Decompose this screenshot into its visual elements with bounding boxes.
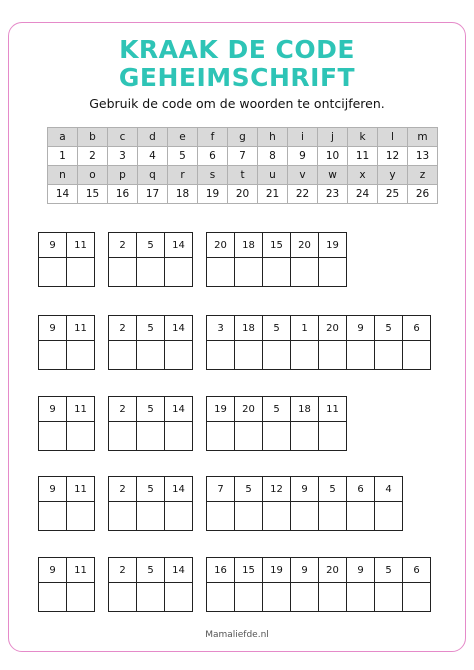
code-number-cell: 14 [165, 477, 193, 502]
answer-box[interactable] [319, 583, 347, 612]
key-number-cell: 19 [198, 185, 228, 204]
answer-box[interactable] [207, 341, 235, 370]
code-number-cell: 6 [403, 558, 431, 583]
key-letter-cell: a [48, 128, 78, 147]
code-number-cell: 20 [207, 233, 235, 258]
key-letter-cell: y [378, 166, 408, 185]
key-number-cell: 20 [228, 185, 258, 204]
code-number-cell: 16 [207, 558, 235, 583]
code-number-cell: 20 [291, 233, 319, 258]
code-number-cell: 14 [165, 558, 193, 583]
code-number-cell: 14 [165, 233, 193, 258]
code-number-cell: 5 [235, 477, 263, 502]
code-number-cell: 9 [39, 397, 67, 422]
key-letter-cell: l [378, 128, 408, 147]
answer-box[interactable] [291, 341, 319, 370]
answer-box[interactable] [291, 422, 319, 451]
answer-box[interactable] [319, 341, 347, 370]
key-letter-cell: t [228, 166, 258, 185]
key-letter-cell: e [168, 128, 198, 147]
answer-box[interactable] [403, 341, 431, 370]
answer-box[interactable] [67, 258, 95, 287]
code-number-cell: 11 [67, 233, 95, 258]
answer-box[interactable] [67, 502, 95, 531]
code-number-cell: 5 [137, 477, 165, 502]
key-number-cell: 2 [78, 147, 108, 166]
answer-box[interactable] [263, 341, 291, 370]
code-number-cell: 5 [137, 397, 165, 422]
key-number-cell: 16 [108, 185, 138, 204]
code-number-cell: 9 [291, 477, 319, 502]
key-letter-cell: s [198, 166, 228, 185]
answer-box[interactable] [291, 583, 319, 612]
answer-box[interactable] [347, 583, 375, 612]
puzzle-word-1-3 [206, 232, 347, 287]
answer-box[interactable] [137, 502, 165, 531]
answer-box[interactable] [375, 341, 403, 370]
code-number-cell: 18 [291, 397, 319, 422]
answer-box[interactable] [137, 583, 165, 612]
answer-box[interactable] [109, 583, 137, 612]
puzzle-word-2-3 [206, 315, 431, 370]
answer-box[interactable] [137, 341, 165, 370]
key-letter-cell: b [78, 128, 108, 147]
key-letter-cell: z [408, 166, 438, 185]
code-number-cell: 5 [137, 558, 165, 583]
code-number-cell: 11 [67, 558, 95, 583]
code-number-cell: 7 [207, 477, 235, 502]
answer-box[interactable] [39, 258, 67, 287]
puzzle-word-1-1 [38, 232, 95, 287]
code-number-cell: 20 [319, 316, 347, 341]
code-number-cell: 18 [235, 316, 263, 341]
answer-box[interactable] [319, 502, 347, 531]
key-number-cell: 13 [408, 147, 438, 166]
key-letter-cell: o [78, 166, 108, 185]
answer-box[interactable] [39, 502, 67, 531]
code-number-cell: 14 [165, 316, 193, 341]
answer-box[interactable] [235, 258, 263, 287]
key-number-cell: 7 [228, 147, 258, 166]
title-line-1: KRAAK DE CODE [119, 35, 355, 64]
key-number-cell: 12 [378, 147, 408, 166]
code-number-cell: 5 [375, 558, 403, 583]
key-number-cell: 26 [408, 185, 438, 204]
key-number-cell: 1 [48, 147, 78, 166]
key-number-cell: 17 [138, 185, 168, 204]
answer-box[interactable] [165, 583, 193, 612]
title-line-2: GEHEIMSCHRIFT [118, 63, 356, 92]
answer-box[interactable] [375, 502, 403, 531]
code-number-cell: 9 [39, 233, 67, 258]
key-number-cell: 9 [288, 147, 318, 166]
answer-box[interactable] [263, 422, 291, 451]
code-number-cell: 2 [109, 477, 137, 502]
answer-box[interactable] [375, 583, 403, 612]
code-number-cell: 6 [403, 316, 431, 341]
answer-box[interactable] [347, 341, 375, 370]
puzzle-word-5-3 [206, 557, 431, 612]
code-number-cell: 11 [67, 316, 95, 341]
code-key-table [47, 127, 438, 204]
key-letter-cell: u [258, 166, 288, 185]
puzzle-word-5-1 [38, 557, 95, 612]
code-number-cell: 15 [263, 233, 291, 258]
code-number-cell: 5 [137, 233, 165, 258]
answer-box[interactable] [67, 422, 95, 451]
answer-box[interactable] [235, 583, 263, 612]
code-number-cell: 4 [375, 477, 403, 502]
puzzle-word-3-3 [206, 396, 347, 451]
key-number-cell: 22 [288, 185, 318, 204]
key-number-cell: 25 [378, 185, 408, 204]
answer-box[interactable] [67, 341, 95, 370]
answer-box[interactable] [165, 341, 193, 370]
answer-box[interactable] [109, 502, 137, 531]
key-letter-cell: w [318, 166, 348, 185]
key-letter-cell: d [138, 128, 168, 147]
code-number-cell: 15 [235, 558, 263, 583]
code-number-cell: 2 [109, 233, 137, 258]
key-number-cell: 10 [318, 147, 348, 166]
code-number-cell: 9 [347, 558, 375, 583]
answer-box[interactable] [39, 341, 67, 370]
code-number-cell: 6 [347, 477, 375, 502]
key-number-cell: 6 [198, 147, 228, 166]
footer-credit: Mamaliefde.nl [205, 630, 269, 640]
key-letter-cell: j [318, 128, 348, 147]
answer-box[interactable] [235, 341, 263, 370]
code-number-cell: 2 [109, 558, 137, 583]
answer-box[interactable] [109, 258, 137, 287]
code-number-cell: 2 [109, 316, 137, 341]
code-number-cell: 9 [39, 477, 67, 502]
code-number-cell: 9 [291, 558, 319, 583]
answer-box[interactable] [347, 502, 375, 531]
key-letter-cell: h [258, 128, 288, 147]
code-number-cell: 5 [263, 316, 291, 341]
answer-box[interactable] [207, 422, 235, 451]
answer-box[interactable] [67, 583, 95, 612]
key-number-cell: 4 [138, 147, 168, 166]
code-number-cell: 11 [319, 397, 347, 422]
puzzle-word-3-2 [108, 396, 193, 451]
code-number-cell: 19 [263, 558, 291, 583]
answer-box[interactable] [109, 341, 137, 370]
key-number-cell: 11 [348, 147, 378, 166]
key-letter-cell: q [138, 166, 168, 185]
key-number-cell: 21 [258, 185, 288, 204]
puzzle-word-2-2 [108, 315, 193, 370]
key-letter-cell: m [408, 128, 438, 147]
answer-box[interactable] [137, 422, 165, 451]
code-number-cell: 20 [319, 558, 347, 583]
code-number-cell: 5 [319, 477, 347, 502]
key-number-cell: 5 [168, 147, 198, 166]
key-letter-cell: n [48, 166, 78, 185]
answer-box[interactable] [291, 258, 319, 287]
answer-box[interactable] [165, 502, 193, 531]
key-letter-cell: f [198, 128, 228, 147]
key-letter-cell: g [228, 128, 258, 147]
code-number-cell: 5 [137, 316, 165, 341]
puzzle-word-4-2 [108, 476, 193, 531]
key-letter-cell: k [348, 128, 378, 147]
answer-box[interactable] [403, 583, 431, 612]
code-number-cell: 9 [347, 316, 375, 341]
key-letter-cell: i [288, 128, 318, 147]
answer-box[interactable] [207, 502, 235, 531]
answer-box[interactable] [165, 258, 193, 287]
code-number-cell: 20 [235, 397, 263, 422]
answer-box[interactable] [165, 422, 193, 451]
answer-box[interactable] [235, 422, 263, 451]
answer-box[interactable] [291, 502, 319, 531]
key-letter-cell: v [288, 166, 318, 185]
code-number-cell: 18 [235, 233, 263, 258]
code-number-cell: 5 [375, 316, 403, 341]
puzzle-word-1-2 [108, 232, 193, 287]
answer-box[interactable] [263, 502, 291, 531]
code-number-cell: 9 [39, 316, 67, 341]
answer-box[interactable] [235, 502, 263, 531]
code-number-cell: 5 [263, 397, 291, 422]
key-letter-cell: p [108, 166, 138, 185]
key-letter-cell: x [348, 166, 378, 185]
answer-box[interactable] [137, 258, 165, 287]
key-number-cell: 18 [168, 185, 198, 204]
code-number-cell: 2 [109, 397, 137, 422]
key-number-cell: 14 [48, 185, 78, 204]
code-number-cell: 12 [263, 477, 291, 502]
answer-box[interactable] [39, 583, 67, 612]
code-number-cell: 3 [207, 316, 235, 341]
answer-box[interactable] [39, 422, 67, 451]
answer-box[interactable] [207, 583, 235, 612]
key-number-cell: 8 [258, 147, 288, 166]
answer-box[interactable] [263, 583, 291, 612]
instruction-text: Gebruik de code om de woorden te ontcijferen. [89, 96, 385, 111]
key-number-cell: 3 [108, 147, 138, 166]
puzzle-word-2-1 [38, 315, 95, 370]
puzzle-word-4-3 [206, 476, 403, 531]
puzzle-word-5-2 [108, 557, 193, 612]
answer-box[interactable] [109, 422, 137, 451]
code-number-cell: 11 [67, 397, 95, 422]
puzzle-word-4-1 [38, 476, 95, 531]
answer-box[interactable] [319, 258, 347, 287]
code-number-cell: 1 [291, 316, 319, 341]
key-number-cell: 23 [318, 185, 348, 204]
code-number-cell: 11 [67, 477, 95, 502]
code-number-cell: 19 [319, 233, 347, 258]
code-number-cell: 14 [165, 397, 193, 422]
puzzle-word-3-1 [38, 396, 95, 451]
key-letter-cell: c [108, 128, 138, 147]
code-number-cell: 9 [39, 558, 67, 583]
key-number-cell: 24 [348, 185, 378, 204]
key-letter-cell: r [168, 166, 198, 185]
answer-box[interactable] [263, 258, 291, 287]
key-number-cell: 15 [78, 185, 108, 204]
answer-box[interactable] [207, 258, 235, 287]
answer-box[interactable] [319, 422, 347, 451]
code-number-cell: 19 [207, 397, 235, 422]
